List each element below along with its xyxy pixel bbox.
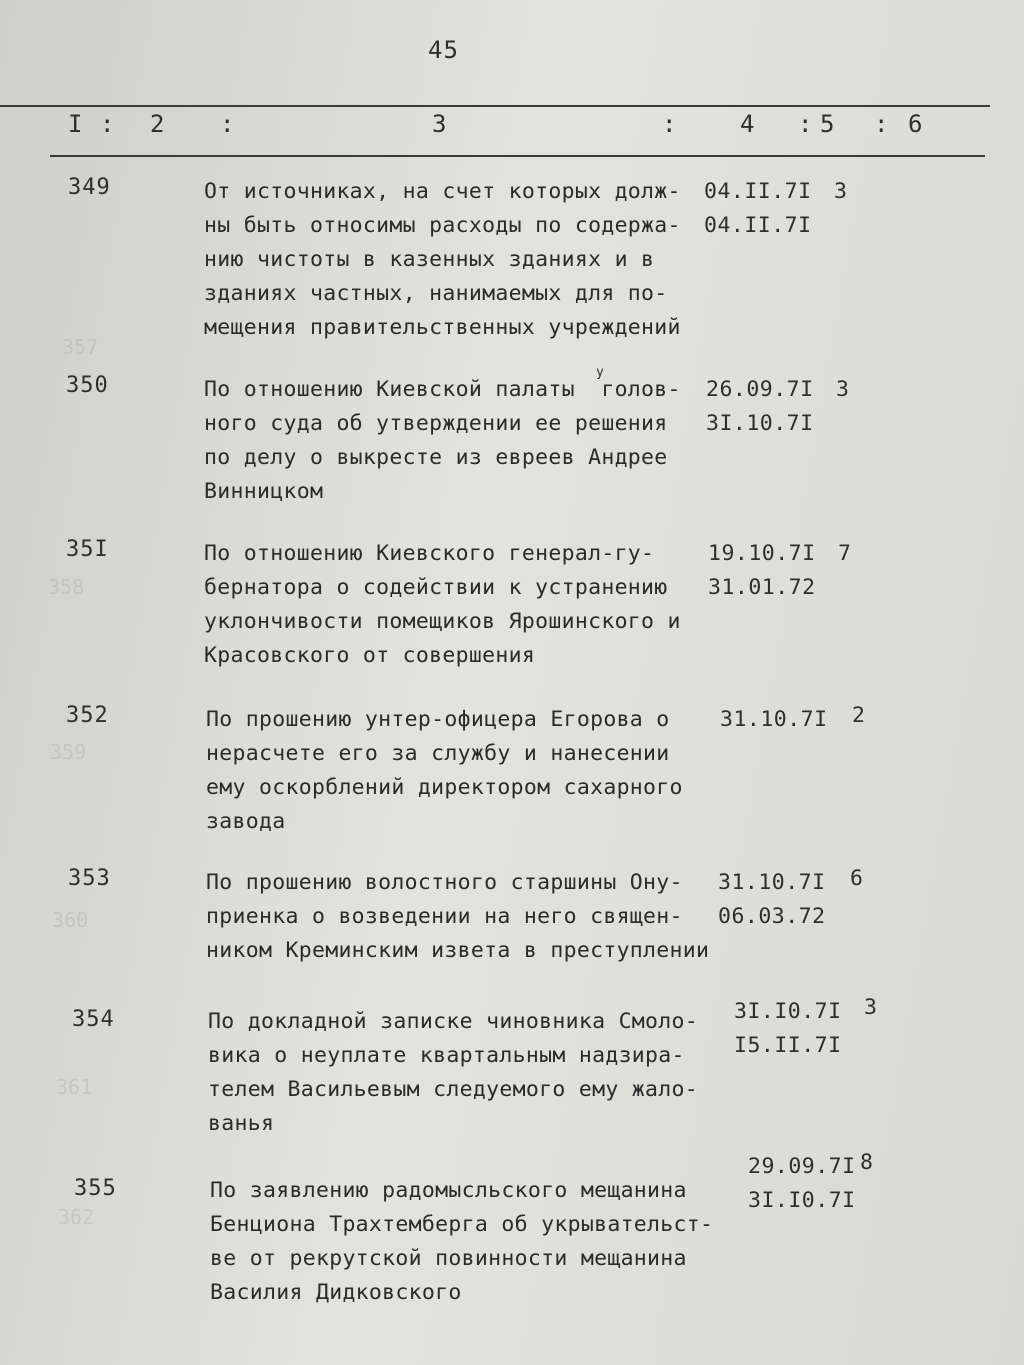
case-number: 352 [66, 703, 109, 728]
sheet-count: 3 [834, 179, 847, 204]
case-description: По заявлению радомысльского мещанина Бенциона Трахтемберга об укрывательст- ве от рекрутской повинности мещанина Василия Дидковского [210, 1178, 714, 1305]
case-dates [718, 866, 826, 934]
date-end: 04.II.7I [704, 213, 812, 238]
case-dates [720, 703, 828, 737]
date-start: 26.09.7I [706, 377, 814, 402]
case-description: По отношению Киевской палаты голов- ного суда об утверждении ее решения по делу о выкресте из евреев Андрее Винницком [204, 377, 681, 504]
case-number: 353 [68, 866, 111, 891]
date-start: 29.09.7I [748, 1154, 856, 1179]
case-description: По прошению унтер-офицера Егорова о нерасчете его за службу и нанесении ему оскорблений директором сахарного завода [206, 707, 683, 834]
page-number: 45 [428, 36, 459, 64]
header-bottom-rule [50, 155, 985, 157]
case-description: По докладной записке чиновника Смоло- вика о неуплате квартальным надзира- телем Васильевым следуемого ему жало- ванья [208, 1009, 699, 1136]
date-end: I5.II.7I [734, 1033, 842, 1058]
case-number: 350 [66, 373, 109, 398]
column-5-label: 5 [820, 110, 835, 138]
date-end: 06.03.72 [718, 904, 826, 929]
date-start: 31.10.7I [718, 870, 826, 895]
date-start: 31.10.7I [720, 707, 828, 732]
bleed-through-text: 359 [50, 740, 87, 764]
case-number: 355 [74, 1176, 117, 1201]
sheet-count: 8 [860, 1150, 873, 1175]
sheet-count: 7 [838, 541, 851, 566]
sheet-count: 6 [850, 866, 863, 891]
date-end: 31.01.72 [708, 575, 816, 600]
column-4-label: 4 [740, 110, 755, 138]
case-dates [708, 537, 816, 605]
column-separator: : [798, 110, 813, 138]
sheet-count: 3 [836, 377, 849, 402]
case-dates [704, 175, 812, 243]
case-dates [706, 373, 814, 441]
case-description: По прошению волостного старшины Ону- приенка о возведении на него священ- ником Креминским извета в преступлении [206, 870, 710, 963]
case-number: 349 [68, 175, 111, 200]
header-top-rule [0, 105, 990, 107]
bleed-through-text: 362 [58, 1205, 95, 1229]
column-1-label: I [68, 110, 83, 138]
case-dates [734, 995, 842, 1063]
bleed-through-text: 360 [52, 908, 89, 932]
sheet-count: 2 [852, 703, 865, 728]
handwritten-insertion: у [596, 365, 604, 380]
date-start: 04.II.7I [704, 179, 812, 204]
column-header [0, 110, 1024, 150]
bleed-through-text: 357 [62, 335, 99, 359]
case-number: 354 [72, 1007, 115, 1032]
case-description: От источниках, на счет которых долж- ны быть относимы расходы по содержа- нию чистоты в казенных зданиях и в зданиях частных, нанимаемых для по- мещения правительственных учреждений [204, 179, 681, 340]
column-6-label: 6 [908, 110, 923, 138]
column-separator: : [100, 110, 115, 138]
column-2-label: 2 [150, 110, 165, 138]
column-separator: : [874, 110, 889, 138]
sheet-count: 3 [864, 995, 877, 1020]
column-separator: : [220, 110, 235, 138]
column-separator: : [662, 110, 677, 138]
date-end: 3I.I0.7I [748, 1188, 856, 1213]
date-start: 3I.I0.7I [734, 999, 842, 1024]
bleed-through-text: 358 [48, 575, 85, 599]
bleed-through-text: 361 [56, 1075, 93, 1099]
date-end: 3I.10.7I [706, 411, 814, 436]
case-dates [748, 1150, 856, 1218]
case-description: По отношению Киевского генерал-гу- бернатора о содействии к устранению уклончивости помещиков Ярошинского и Красовского от совершения [204, 541, 681, 668]
column-3-label: 3 [432, 110, 447, 138]
date-start: 19.10.7I [708, 541, 816, 566]
case-number: 35I [66, 537, 109, 562]
